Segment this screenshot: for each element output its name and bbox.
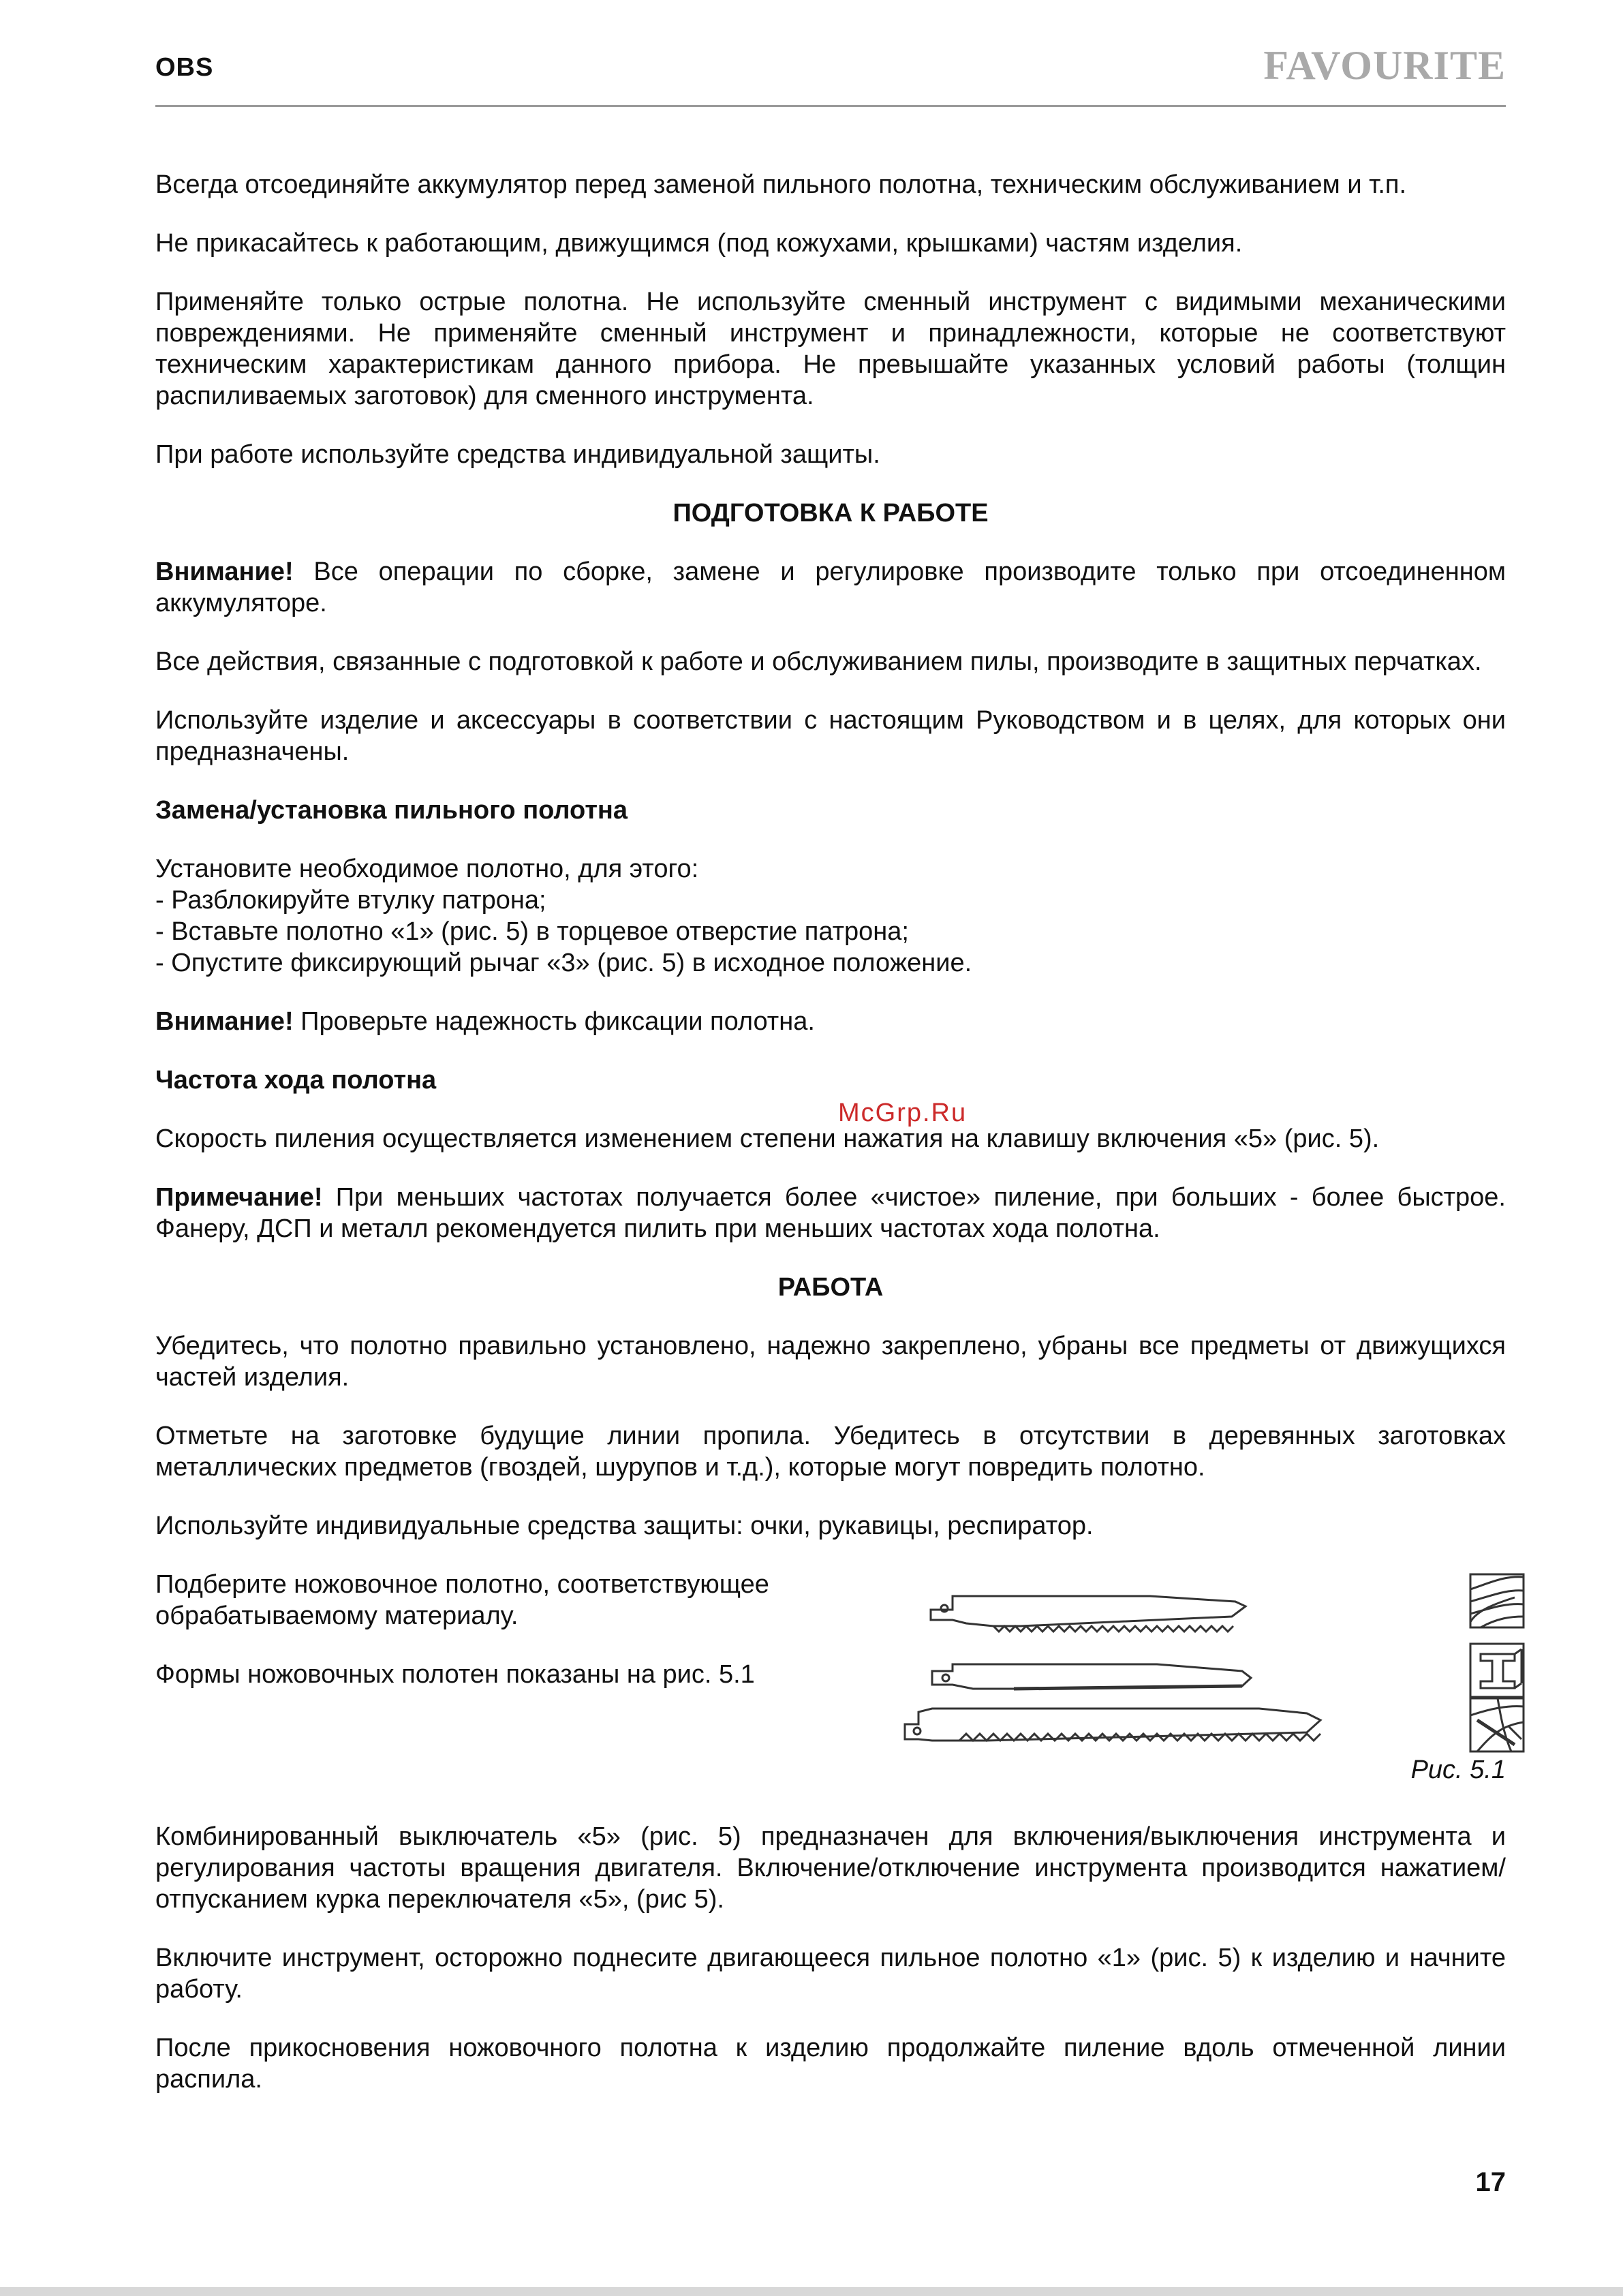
paragraph-check-install: Убедитесь, что полотно правильно установлено, надежно закреплено, убраны все предметы от движущихся частей изделия. — [155, 1332, 1506, 1392]
choose-blade-line1: Подберите ножовочное полотно, соответствующее — [155, 1570, 769, 1599]
step-unlock: - Разблокируйте втулку патрона; — [155, 886, 546, 915]
saw-blades-figure — [864, 1569, 1532, 1753]
subsection-title-blade-change: Замена/установка пильного полотна — [155, 796, 628, 825]
note-text: При меньших частотах получается более «чистое» пиление, при больших - более быстрое. Фанеру, ДСП и металл рекомендуется пилить при меньших частотах хода полотна. — [155, 1183, 1506, 1243]
wood-blade-icon — [931, 1596, 1246, 1632]
paragraph-intended-use: Используйте изделие и аксессуары в соответствии с настоящим Руководством и в целях, для которых они предназначены. — [155, 706, 1506, 766]
figure-text — [155, 1569, 837, 1717]
header-divider — [155, 105, 1506, 107]
figure-caption: Рис. 5.1 — [1410, 1756, 1506, 1784]
paragraph-note-frequency — [155, 1182, 1506, 1244]
paragraph-continue-cut: После прикосновения ножовочного полотна к изделию продолжайте пиление вдоль отмеченной линии распила. — [155, 2034, 1506, 2094]
paragraph-attention-check — [155, 1006, 1506, 1037]
step-lower-lever: - Опустите фиксирующий рычаг «3» (рис. 5) в исходное положение. — [155, 949, 972, 977]
watermark: McGrp.Ru — [838, 1099, 968, 1127]
bottom-edge — [0, 2287, 1623, 2296]
paragraph-start-work: Включите инструмент, осторожно поднесите двигающееся пильное полотно «1» (рис. 5) к изделию и начните работу. — [155, 1944, 1506, 2004]
paragraph-mark-cut: Отметьте на заготовке будущие линии пропила. Убедитесь в отсутствии в деревянных заготовках металлических предметов (гвоздей, шурупов и т.д.), которые могут повредить полотно. — [155, 1422, 1506, 1482]
paragraph-blade-shapes: Формы ножовочных полотен показаны на рис. 5.1 — [155, 1660, 755, 1689]
attention-label: Внимание! — [155, 557, 294, 586]
paragraph-attention-assembly — [155, 556, 1506, 619]
paragraph-moving-parts: Не прикасайтесь к работающим, движущимся (под кожухами, крышками) частям изделия. — [155, 229, 1243, 258]
attention-text: Все операции по сборке, замене и регулировке производите только при отсоединенном аккумуляторе. — [155, 557, 1506, 617]
note-label: Примечание! — [155, 1183, 323, 1212]
attention-text: Проверьте надежность фиксации полотна. — [293, 1007, 815, 1036]
wood-material-icon — [1470, 1574, 1524, 1627]
metal-profile-icon — [1470, 1644, 1524, 1697]
brand-logo: FAVOURITE — [1263, 43, 1506, 88]
page-number: 17 — [1475, 2167, 1506, 2197]
paragraph-disconnect-battery: Всегда отсоединяйте аккумулятор перед заменой пильного полотна, техническим обслуживанием и т.п. — [155, 170, 1407, 199]
nail-wood-icon — [1470, 1698, 1524, 1751]
paragraph-combined-switch: Комбинированный выключатель «5» (рис. 5) предназначен для включения/выключения инструмента и регулирования частоты вращения двигателя. Включение/отключение инструмента производится нажатием/отпусканием курка переключателя «5», (рис 5). — [155, 1822, 1506, 1914]
metal-blade-icon — [932, 1664, 1251, 1689]
page-content — [155, 169, 1506, 2122]
paragraph-choose-blade — [155, 1569, 837, 1632]
subsection-title-stroke-rate: Частота хода полотна — [155, 1066, 437, 1095]
demolition-blade-icon — [905, 1709, 1320, 1741]
attention-label: Внимание! — [155, 1007, 294, 1036]
step-intro: Установите необходимое полотно, для этого: — [155, 855, 699, 883]
paragraph-gloves: Все действия, связанные с подготовкой к работе и обслуживанием пилы, производите в защитных перчатках. — [155, 647, 1482, 676]
paragraph-speed: Скорость пиления осуществляется изменением степени нажатия на клавишу включения «5» (рис. 5). — [155, 1124, 1380, 1153]
paragraph-sharp-blades: Применяйте только острые полотна. Не используйте сменный инструмент с видимыми механическими повреждениями. Не применяйте сменный инструмент и принадлежности, которые не соответствуют техническим характеристикам данного прибора. Не превышайте указанных условий работы (толщин распиливаемых заготовок) для сменного инструмента. — [155, 288, 1506, 410]
paragraph-protection: При работе используйте средства индивидуальной защиты. — [155, 440, 880, 469]
step-insert: - Вставьте полотно «1» (рис. 5) в торцевое отверстие патрона; — [155, 917, 909, 946]
model-label: OBS — [155, 53, 214, 82]
paragraph-blade-install-steps — [155, 853, 1506, 979]
section-title-work: РАБОТА — [777, 1273, 884, 1302]
paragraph-ppe: Используйте индивидуальные средства защиты: очки, рукавицы, респиратор. — [155, 1512, 1094, 1540]
figure-5-1-block — [155, 1569, 1506, 1794]
section-title-preparation: ПОДГОТОВКА К РАБОТЕ — [673, 499, 989, 527]
choose-blade-line2: обрабатываемому материалу. — [155, 1602, 519, 1630]
